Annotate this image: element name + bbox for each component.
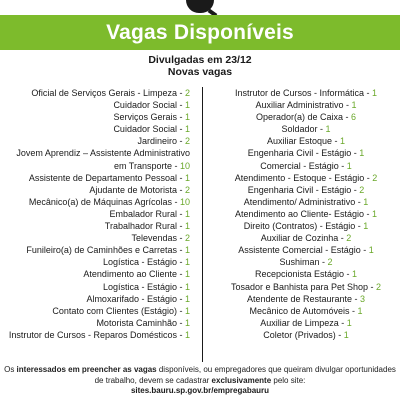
job-item (0, 268, 190, 280)
job-item (212, 123, 400, 135)
job-item (0, 305, 190, 317)
title-banner (0, 15, 400, 50)
vacancy-count: 1 (346, 160, 352, 171)
job-title: Serviços Gerais (113, 112, 177, 123)
job-item (0, 111, 190, 123)
release-date: Divulgadas em 23/12 (148, 54, 252, 66)
job-item (212, 268, 400, 280)
job-title: Logística - Estágio (102, 281, 177, 292)
job-title: Tosador e Banhista para Pet Shop (230, 281, 369, 292)
job-title: Cuidador Social (113, 100, 177, 111)
vacancy-count: 1 (184, 100, 190, 111)
vacancy-count: 2 (184, 88, 190, 98)
subheading (0, 54, 400, 78)
job-item (0, 293, 190, 305)
job-title: Assistente de Departamento Pessoal (28, 172, 177, 183)
separator: - (344, 269, 353, 280)
job-item (0, 184, 190, 196)
vacancy-count: 1 (184, 124, 190, 135)
job-title: Soldador (281, 124, 318, 135)
separator: - (176, 112, 185, 123)
job-item (0, 99, 190, 111)
job-item (0, 123, 190, 135)
vacancy-count: 1 (359, 148, 365, 159)
separator: - (338, 160, 347, 171)
job-item (212, 293, 400, 305)
job-title: Engenharia Civil - Estágio (247, 148, 352, 159)
job-title: Motorista Caminhão (96, 317, 177, 328)
vacancy-count: 10 (179, 160, 190, 171)
job-item (0, 232, 190, 244)
vacancy-count: 1 (351, 100, 357, 111)
vacancy-count: 1 (184, 269, 190, 280)
separator: - (352, 293, 361, 304)
logo-area (0, 0, 400, 15)
job-title: Sushiman (279, 257, 320, 268)
job-title: Jovem Aprendiz – Assistente Administrativo (16, 148, 190, 159)
vacancy-count: 1 (184, 281, 190, 292)
job-title: Atendimento - Estoque - Estágio (234, 172, 365, 183)
separator: - (176, 100, 185, 111)
job-list-left (0, 87, 200, 362)
vacancy-count: 1 (184, 257, 190, 268)
job-title: Ajudante de Motorista (89, 184, 177, 195)
separator: - (176, 281, 185, 292)
vacancy-count: 1 (357, 305, 363, 316)
website-link[interactable]: sites.bauru.sp.gov.br/empregabauru (130, 386, 270, 395)
vacancy-count: 2 (376, 281, 382, 292)
job-title: Jardineiro (137, 136, 177, 147)
separator: - (351, 184, 360, 195)
job-item (212, 305, 400, 317)
separator: - (364, 88, 373, 98)
job-item (0, 135, 190, 147)
job-item (0, 87, 190, 99)
vacancy-count: 1 (368, 245, 374, 256)
separator: - (176, 293, 185, 304)
footer-text-2: disponíveis, ou empregadores que queiram divulgar oportunidades de trabalho, devem se cadastrar (94, 365, 396, 385)
vacancy-count: 1 (372, 208, 378, 219)
vacancy-count: 1 (184, 305, 190, 316)
separator: - (317, 124, 326, 135)
job-title: Televendas (131, 233, 177, 244)
job-item (212, 172, 400, 184)
footer-bold-2: exclusivamente (211, 375, 272, 385)
vacancy-count: 1 (346, 317, 352, 328)
job-title: Contato com Clientes (Estágio) (52, 305, 177, 316)
job-item (212, 256, 400, 268)
job-title: Instrutor de Cursos - Reparos Domésticos (8, 329, 177, 340)
vacancy-count: 1 (184, 172, 190, 183)
job-item (212, 111, 400, 123)
separator: - (319, 257, 328, 268)
job-title: Coletor (Privados) (263, 329, 336, 340)
job-title: Embalador Rural (109, 208, 177, 219)
job-item (0, 281, 190, 293)
job-item (212, 232, 400, 244)
job-title: Comercial - Estágio (260, 160, 339, 171)
job-title: Recepcionista Estágio (254, 269, 345, 280)
job-item (0, 172, 190, 184)
separator: - (176, 245, 185, 256)
job-item (212, 329, 400, 341)
job-title: Operador(a) de Caixa (255, 112, 344, 123)
vacancy-count: 1 (184, 329, 190, 340)
separator: - (176, 208, 185, 219)
job-item (212, 99, 400, 111)
vacancy-count: 1 (363, 221, 369, 232)
separator: - (351, 148, 360, 159)
job-item (212, 196, 400, 208)
job-title: Mecânico(a) de Máquinas Agrícolas (28, 196, 172, 207)
separator: - (176, 124, 185, 135)
separator: - (176, 172, 185, 183)
job-title: em Transporte (113, 160, 172, 171)
separator: - (364, 172, 373, 183)
separator: - (171, 160, 180, 171)
separator: - (338, 317, 347, 328)
job-title: Engenharia Civil - Estágio (247, 184, 352, 195)
separator: - (355, 221, 364, 232)
job-title: Atendimento ao Cliente (83, 269, 177, 280)
separator: - (176, 184, 185, 195)
vacancy-count: 2 (184, 136, 190, 147)
separator: - (364, 208, 373, 219)
vacancy-count: 1 (363, 196, 369, 207)
separator: - (360, 245, 369, 256)
job-title: Auxiliar Estoque (266, 136, 333, 147)
separator: - (176, 257, 185, 268)
job-item (0, 329, 190, 341)
job-item (0, 220, 190, 232)
vacancy-count: 1 (340, 136, 346, 147)
job-item (0, 147, 190, 159)
vacancy-count: 2 (184, 233, 190, 244)
job-item (0, 160, 190, 172)
vacancy-count: 2 (372, 172, 378, 183)
job-item (212, 208, 400, 220)
job-item (212, 317, 400, 329)
separator: - (176, 88, 185, 98)
job-item (212, 147, 400, 159)
job-title: Assistente Comercial - Estágio (238, 245, 361, 256)
vacancy-count: 6 (351, 112, 357, 123)
job-item (212, 160, 400, 172)
vacancy-count: 1 (343, 329, 349, 340)
job-item (0, 317, 190, 329)
job-title: Atendimento ao Cliente- Estágio (234, 208, 365, 219)
vacancy-count: 1 (372, 88, 378, 98)
separator: - (176, 233, 185, 244)
separator: - (176, 305, 185, 316)
job-title: Auxiliar Administrativo (255, 100, 344, 111)
footer-note (0, 365, 400, 397)
separator: - (343, 112, 352, 123)
vacancy-count: 2 (359, 184, 365, 195)
job-item (212, 87, 400, 99)
job-title: Auxiliar de Limpeza (260, 317, 339, 328)
job-list-right (206, 87, 400, 362)
separator: - (338, 233, 347, 244)
job-title: Oficial de Serviços Gerais - Limpeza (31, 88, 177, 98)
job-item (212, 220, 400, 232)
job-title: Almoxarifado - Estágio (86, 293, 177, 304)
vacancy-count: 2 (346, 233, 352, 244)
job-title: Cuidador Social (113, 124, 177, 135)
vacancy-count: 1 (184, 208, 190, 219)
vacancy-count: 1 (325, 124, 331, 135)
separator: - (343, 100, 352, 111)
vacancy-count: 3 (360, 293, 366, 304)
separator: - (368, 281, 377, 292)
separator: - (176, 317, 185, 328)
job-title: Instrutor de Cursos - Informática (234, 88, 365, 98)
separator: - (176, 269, 185, 280)
separator: - (335, 329, 344, 340)
job-item (0, 256, 190, 268)
job-title: Auxiliar de Cozinha (260, 233, 339, 244)
job-columns (0, 87, 400, 362)
vacancy-count: 1 (184, 317, 190, 328)
column-divider (202, 87, 203, 362)
job-title: Logística - Estágio (102, 257, 177, 268)
footer-bold-1: interessados em preencher as vagas (16, 365, 157, 374)
vacancy-count: 10 (179, 196, 190, 207)
separator: - (332, 136, 341, 147)
footer-text-3: pelo site: (271, 375, 306, 385)
separator: - (176, 221, 185, 232)
vacancy-count: 1 (184, 293, 190, 304)
vacancy-count: 1 (184, 245, 190, 256)
job-item (212, 244, 400, 256)
vacancy-count: 1 (352, 269, 358, 280)
job-title: Atendimento/ Administrativo (243, 196, 356, 207)
job-title: Atendente de Restaurante (246, 293, 353, 304)
job-item (212, 135, 400, 147)
job-item (0, 244, 190, 256)
job-title: Trabalhador Rural (104, 221, 177, 232)
separator: - (355, 196, 364, 207)
separator: - (349, 305, 358, 316)
magnifier-logo-icon (186, 0, 214, 13)
separator: - (176, 136, 185, 147)
separator: - (176, 329, 185, 340)
footer-text-1: Os (4, 365, 17, 374)
vacancy-count: 1 (184, 112, 190, 123)
vacancy-count: 1 (184, 221, 190, 232)
job-title: Mecânico de Automóveis (249, 305, 350, 316)
job-item (0, 208, 190, 220)
vacancy-count: 2 (327, 257, 333, 268)
page-title: Vagas Disponíveis (106, 20, 294, 44)
separator: - (171, 196, 180, 207)
job-item (212, 184, 400, 196)
job-title: Funileiro(a) de Caminhões e Carretas (26, 245, 177, 256)
job-item (212, 281, 400, 293)
job-title: Direito (Contratos) - Estágio (243, 221, 356, 232)
new-jobs-label: Novas vagas (167, 66, 233, 78)
vacancy-count: 2 (184, 184, 190, 195)
job-item (0, 196, 190, 208)
